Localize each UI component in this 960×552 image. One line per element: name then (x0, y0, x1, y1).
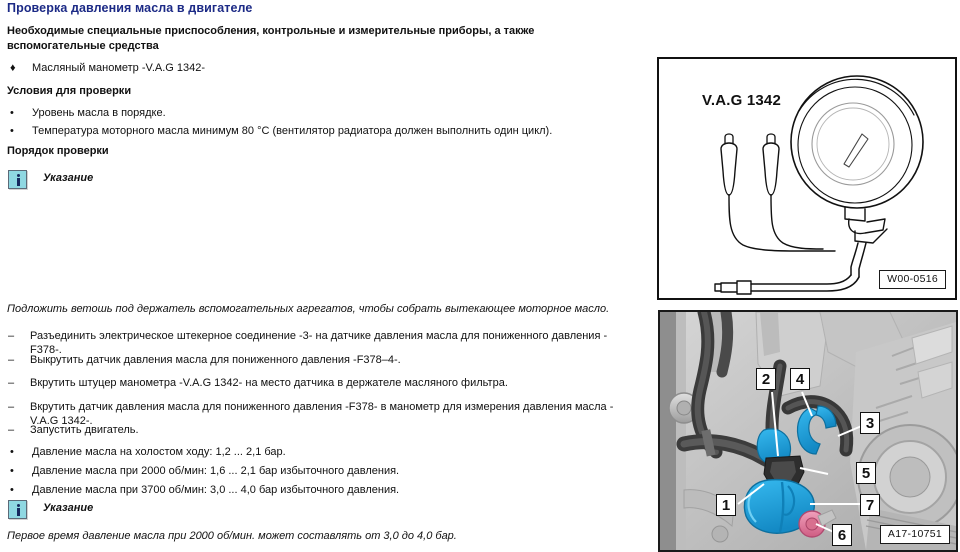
dash-marker: – (8, 424, 15, 436)
step-label: Вкрутить штуцер манометра -V.A.G 1342- на место датчика в держателе масляного фильтра. (30, 377, 508, 389)
bullet-marker: ♦ (10, 62, 16, 74)
lead-paragraph: Необходимые специальные приспособления, контрольные и измерительные приборы, а также вспомогательные средства (7, 25, 535, 52)
pressure-spec (10, 483, 610, 497)
step-label: Разъединить электрическое штекерное соединение -3- на датчике давления масла для пониженного давления -F378-. (30, 330, 608, 356)
pressure-label: Давление масла на холостом ходу: 1,2 ... 2,1 бар. (32, 446, 286, 458)
list-item-label: Температура моторного масла минимум 80 °С (вентилятор радиатора должен выполнить один цикл). (32, 125, 553, 137)
step-label: Запустить двигатель. (30, 424, 139, 436)
pressure-spec (10, 445, 610, 459)
pressure-label: Давление масла при 3700 об/мин: 3,0 ... 4,0 бар избыточного давления. (32, 484, 400, 496)
list-item-label: Масляный манометр -V.A.G 1342- (32, 62, 206, 74)
info-icon (8, 500, 27, 519)
bullet-marker: • (10, 465, 14, 477)
pressure-label: Давление масла при 2000 об/мин: 1,6 ... 2,1 бар избыточного давления. (32, 465, 400, 477)
page-title: Проверка давления масла в двигателе (7, 1, 253, 15)
note-label: Указание (43, 502, 94, 514)
callout-4: 4 (790, 368, 810, 390)
tool-name-label: V.A.G 1342 (702, 92, 781, 109)
step-label: Выкрутить датчик давления масла для пониженного давления -F378–4-. (30, 354, 401, 366)
figure-engine-photo (658, 310, 958, 552)
engine-bay-illustration (660, 312, 956, 550)
note-2-text: Первое время давление масла при 2000 об/мин. может составлять от 3,0 до 4,0 бар. (7, 530, 457, 542)
procedure-step (8, 376, 633, 390)
info-icon (8, 170, 27, 189)
figure-code-label: A17-10751 (880, 525, 950, 544)
figure-gauge-tool (657, 57, 957, 300)
conditions-heading: Условия для проверки (7, 85, 132, 97)
bullet-marker: • (10, 125, 14, 137)
callout-1: 1 (716, 494, 736, 516)
bullet-marker: • (10, 446, 14, 458)
bullet-marker: • (10, 107, 14, 119)
list-item (10, 124, 610, 138)
dash-marker: – (8, 330, 15, 342)
dash-marker: – (8, 401, 15, 413)
bullet-marker: • (10, 484, 14, 496)
callout-7: 7 (860, 494, 880, 516)
procedure-step (8, 423, 633, 437)
list-item-label: Уровень масла в порядке. (32, 107, 166, 119)
step-label: Вкрутить датчик давления масла для пониженного давления -F378- в манометр для измерения давления масла -V.A.G 1342-. (30, 401, 614, 427)
pressure-spec (10, 464, 610, 478)
figure-code-label: W00-0516 (879, 270, 946, 289)
callout-5: 5 (856, 462, 876, 484)
callout-3: 3 (860, 412, 880, 434)
procedure-heading: Порядок проверки (7, 145, 109, 157)
note-label: Указание (43, 172, 94, 184)
list-item (10, 106, 610, 120)
dash-marker: – (8, 354, 15, 366)
procedure-step (8, 353, 633, 367)
callout-2: 2 (756, 368, 776, 390)
callout-6: 6 (832, 524, 852, 546)
note-1-text: Подложить ветошь под держатель вспомогательных агрегатов, чтобы собрать вытекающее моторное масло. (7, 303, 610, 315)
dash-marker: – (8, 377, 15, 389)
list-item (10, 61, 610, 75)
